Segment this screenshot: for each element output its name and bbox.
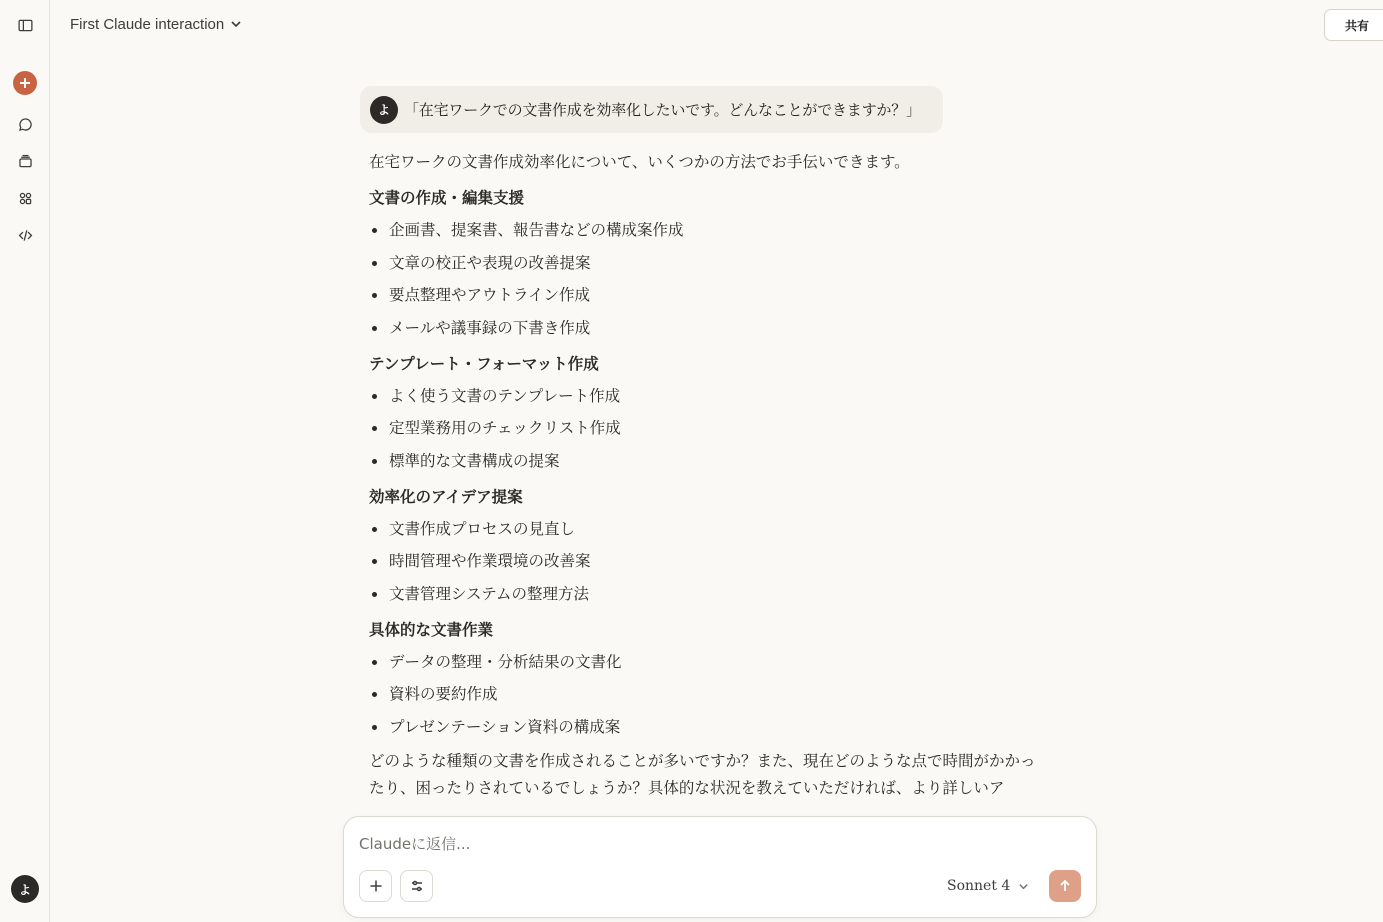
model-selector[interactable] [947, 875, 1029, 897]
plus-icon [19, 77, 31, 89]
section-heading: 具体的な文書作業 [369, 619, 494, 639]
share-button[interactable]: 共有 [1324, 9, 1383, 41]
sliders-icon [409, 878, 425, 894]
bullet-list [369, 219, 1060, 339]
bullet-list [369, 651, 1060, 738]
list-item: プレゼンテーション資料の構成案 [369, 716, 1060, 738]
chats-icon[interactable] [11, 110, 39, 138]
new-chat-button[interactable] [13, 71, 37, 95]
attach-button[interactable] [359, 870, 392, 902]
list-item: 企画書、提案書、報告書などの構成案作成 [369, 219, 1060, 241]
bullet-list [369, 385, 1060, 472]
projects-icon[interactable] [11, 147, 39, 175]
chevron-down-icon [1018, 881, 1029, 892]
section-heading: 効率化のアイデア提案 [369, 486, 523, 506]
chevron-down-icon [230, 18, 242, 30]
conversation [360, 86, 1060, 802]
reply-intro: 在宅ワークの文書作成効率化について、いくつかの方法でお手伝いできます。 [369, 153, 910, 171]
message-composer [343, 816, 1097, 918]
user-message-avatar: よ [370, 96, 398, 124]
list-item: メールや議事録の下書き作成 [369, 317, 1060, 339]
user-avatar[interactable]: よ [11, 875, 39, 903]
bullet-list [369, 518, 1060, 605]
user-message [360, 86, 943, 133]
list-item: 文章の校正や表現の改善提案 [369, 252, 1060, 274]
code-icon[interactable] [11, 221, 39, 249]
reply-input[interactable] [359, 832, 1059, 856]
list-item: 要点整理やアウトライン作成 [369, 284, 1060, 306]
chat-title: First Claude interaction [70, 15, 225, 33]
list-item: 時間管理や作業環境の改善案 [369, 550, 1060, 572]
tools-button[interactable] [400, 870, 433, 902]
model-label: Sonnet 4 [947, 878, 1011, 894]
list-item: 文書管理システムの整理方法 [369, 583, 1060, 605]
chat-title-menu[interactable] [62, 11, 250, 37]
list-item: データの整理・分析結果の文書化 [369, 651, 1060, 673]
send-button[interactable] [1049, 870, 1081, 902]
reply-closing: どのような種類の文書を作成されることが多いですか？また、現在どのような点で時間がかかったり、困ったりされているでしょうか？具体的な状況を教えていただければ、より詳しいア [369, 752, 1036, 797]
list-item: 定型業務用のチェックリスト作成 [369, 417, 1060, 439]
list-item: 標準的な文書構成の提案 [369, 450, 1060, 472]
list-item: 文書作成プロセスの見直し [369, 518, 1060, 540]
list-item: 資料の要約作成 [369, 683, 1060, 705]
plus-icon [368, 878, 384, 894]
list-item: よく使う文書のテンプレート作成 [369, 385, 1060, 407]
sidebar-toggle-icon[interactable] [11, 11, 39, 39]
sidebar-rail [0, 0, 50, 922]
assistant-reply [369, 151, 1060, 802]
section-heading: テンプレート・フォーマット作成 [369, 353, 599, 373]
artifacts-icon[interactable] [11, 184, 39, 212]
section-heading: 文書の作成・編集支援 [369, 188, 525, 207]
arrow-up-icon [1058, 879, 1072, 893]
user-message-text: 「在宅ワークでの文書作成を効率化したいです。どんなことができますか？」 [404, 101, 921, 119]
